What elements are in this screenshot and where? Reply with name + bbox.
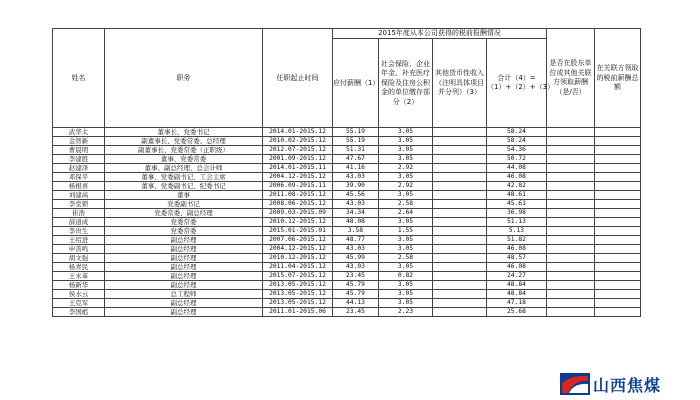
cell-term: 2004.12-2015.12 [263, 245, 333, 254]
table-row [53, 218, 641, 227]
cell-related-amount [595, 155, 641, 164]
header-insurance: 社会保险、企业年金、补充医疗保险及住房公积金的单位缴存部分（2） [379, 39, 433, 128]
cell-related-flag [547, 200, 595, 209]
cell-name: 赵建泽 [53, 164, 105, 173]
cell-related-flag [547, 308, 595, 317]
table-row [53, 173, 641, 182]
cell-name: 曹晨明 [53, 146, 105, 155]
company-logo [560, 372, 692, 396]
cell-other [433, 254, 487, 263]
cell-term: 2011.01-2015.06 [263, 308, 333, 317]
cell-term: 2004.12-2015.12 [263, 173, 333, 182]
cell-payable: 48.08 [333, 218, 379, 227]
cell-name: 薛道成 [53, 218, 105, 227]
cell-related-flag [547, 173, 595, 182]
cell-other [433, 164, 487, 173]
cell-name: 侯水云 [53, 290, 105, 299]
cell-name: 申善鸣 [53, 245, 105, 254]
cell-other [433, 200, 487, 209]
cell-payable: 51.31 [333, 146, 379, 155]
cell-name: 邓保平 [53, 173, 105, 182]
cell-payable: 48.77 [333, 236, 379, 245]
cell-other [433, 209, 487, 218]
table-row [53, 209, 641, 218]
cell-term: 2007.06-2015.12 [263, 236, 333, 245]
header-other: 其他货币性收入（注明具体项目并分列）（3） [433, 39, 487, 128]
cell-other [433, 281, 487, 290]
cell-total: 48.84 [487, 290, 547, 299]
cell-payable: 34.34 [333, 209, 379, 218]
cell-name: 崔浩 [53, 209, 105, 218]
cell-insurance: 3.05 [379, 281, 433, 290]
cell-payable: 43.03 [333, 200, 379, 209]
cell-insurance: 3.05 [379, 299, 433, 308]
cell-related-flag [547, 290, 595, 299]
header-term: 任职起止时间 [263, 29, 333, 128]
cell-related-amount [595, 173, 641, 182]
cell-insurance: 2.92 [379, 182, 433, 191]
cell-related-amount [595, 146, 641, 155]
cell-related-flag [547, 128, 595, 137]
cell-position: 党委常委 [105, 227, 263, 236]
table-row [53, 137, 641, 146]
cell-related-flag [547, 146, 595, 155]
cell-other [433, 155, 487, 164]
cell-payable: 47.67 [333, 155, 379, 164]
cell-related-amount [595, 281, 641, 290]
cell-name: 王永革 [53, 272, 105, 281]
cell-payable: 43.03 [333, 245, 379, 254]
cell-name: 李国彪 [53, 308, 105, 317]
cell-payable: 43.03 [333, 173, 379, 182]
cell-total: 58.24 [487, 137, 547, 146]
cell-total: 45.61 [487, 200, 547, 209]
table-row [53, 272, 641, 281]
cell-total: 47.18 [487, 299, 547, 308]
cell-insurance: 3.05 [379, 146, 433, 155]
cell-term: 2014.01-2015.12 [263, 128, 333, 137]
cell-insurance: 3.05 [379, 218, 433, 227]
cell-term: 2015.07-2015.12 [263, 272, 333, 281]
table-row [53, 281, 641, 290]
cell-term: 2010.12-2015.12 [263, 254, 333, 263]
cell-position: 副总经理 [105, 245, 263, 254]
cell-other [433, 263, 487, 272]
cell-payable: 41.16 [333, 164, 379, 173]
cell-insurance: 0.82 [379, 272, 433, 281]
cell-insurance: 3.05 [379, 245, 433, 254]
cell-term: 2013.05-2015.12 [263, 299, 333, 308]
cell-related-amount [595, 200, 641, 209]
cell-other [433, 245, 487, 254]
cell-position: 董事 [105, 191, 263, 200]
cell-term: 2008.06-2015.12 [263, 200, 333, 209]
cell-other [433, 128, 487, 137]
header-related-flag: 是否在股东单位或其他关联方领取薪酬（是/否） [547, 29, 595, 128]
cell-total: 48.57 [487, 254, 547, 263]
cell-position: 副总经理 [105, 236, 263, 245]
header-position: 职务 [105, 29, 263, 128]
cell-position: 董事、党委常委 [105, 155, 263, 164]
cell-other [433, 236, 487, 245]
table-row [53, 191, 641, 200]
cell-related-amount [595, 263, 641, 272]
cell-insurance: 3.05 [379, 236, 433, 245]
compensation-table [52, 28, 641, 317]
table-row [53, 263, 641, 272]
cell-related-flag [547, 254, 595, 263]
cell-name: 李贵生 [53, 227, 105, 236]
cell-other [433, 191, 487, 200]
cell-position: 董事长、党委书记 [105, 128, 263, 137]
cell-name: 武华太 [53, 128, 105, 137]
cell-term: 2006.09-2015.11 [263, 182, 333, 191]
cell-total: 48.61 [487, 191, 547, 200]
cell-total: 46.08 [487, 263, 547, 272]
cell-position: 副总经理 [105, 281, 263, 290]
cell-related-amount [595, 209, 641, 218]
cell-total: 51.82 [487, 236, 547, 245]
cell-position: 董事、党委副书记、纪委书记 [105, 182, 263, 191]
cell-name: 杨青民 [53, 263, 105, 272]
cell-total: 5.13 [487, 227, 547, 236]
table-row [53, 245, 641, 254]
cell-related-flag [547, 281, 595, 290]
cell-name: 杨新华 [53, 281, 105, 290]
cell-other [433, 146, 487, 155]
cell-payable: 23.45 [333, 272, 379, 281]
cell-insurance: 3.05 [379, 290, 433, 299]
cell-related-amount [595, 191, 641, 200]
cell-related-flag [547, 299, 595, 308]
cell-related-flag [547, 263, 595, 272]
cell-term: 2014.01-2015.11 [263, 164, 333, 173]
cell-related-amount [595, 308, 641, 317]
cell-insurance: 2.58 [379, 200, 433, 209]
cell-position: 副总经理 [105, 254, 263, 263]
cell-related-flag [547, 155, 595, 164]
cell-name: 胡文强 [53, 254, 105, 263]
cell-insurance: 3.05 [379, 191, 433, 200]
cell-related-amount [595, 245, 641, 254]
cell-related-flag [547, 182, 595, 191]
cell-other [433, 218, 487, 227]
cell-related-flag [547, 272, 595, 281]
cell-payable: 23.45 [333, 308, 379, 317]
cell-payable: 45.99 [333, 254, 379, 263]
cell-term: 2013.05-2015.12 [263, 281, 333, 290]
cell-related-amount [595, 227, 641, 236]
cell-other [433, 299, 487, 308]
table-row [53, 128, 641, 137]
table-row [53, 236, 641, 245]
cell-insurance: 3.05 [379, 155, 433, 164]
cell-other [433, 173, 487, 182]
table-body [53, 128, 641, 317]
cell-payable: 45.79 [333, 290, 379, 299]
cell-related-flag [547, 218, 595, 227]
cell-other [433, 227, 487, 236]
cell-total: 24.27 [487, 272, 547, 281]
table-row [53, 146, 641, 155]
cell-total: 25.68 [487, 308, 547, 317]
cell-related-flag [547, 137, 595, 146]
header-group-title: 2015年度从本公司获得的税前报酬情况 [333, 29, 547, 39]
cell-related-flag [547, 191, 595, 200]
cell-insurance: 1.55 [379, 227, 433, 236]
cell-payable: 44.13 [333, 299, 379, 308]
cell-total: 48.84 [487, 281, 547, 290]
cell-insurance: 3.05 [379, 173, 433, 182]
table-row [53, 200, 641, 209]
cell-term: 2001.09-2015.12 [263, 155, 333, 164]
cell-position: 党委常委 [105, 218, 263, 227]
cell-insurance: 2.92 [379, 164, 433, 173]
table-row [53, 182, 641, 191]
cell-related-amount [595, 290, 641, 299]
cell-insurance: 2.58 [379, 254, 433, 263]
cell-payable: 45.56 [333, 191, 379, 200]
cell-related-amount [595, 254, 641, 263]
cell-payable: 55.19 [333, 128, 379, 137]
cell-total: 46.08 [487, 245, 547, 254]
cell-related-amount [595, 182, 641, 191]
cell-term: 2011.04-2015.12 [263, 263, 333, 272]
cell-insurance: 2.23 [379, 308, 433, 317]
cell-related-amount [595, 128, 641, 137]
cell-other [433, 290, 487, 299]
cell-total: 54.36 [487, 146, 547, 155]
cell-related-flag [547, 236, 595, 245]
cell-position: 总工程师 [105, 290, 263, 299]
cell-name: 李堂锁 [53, 200, 105, 209]
cell-other [433, 137, 487, 146]
cell-term: 2013.05-2015.12 [263, 290, 333, 299]
table-row [53, 155, 641, 164]
cell-payable: 43.03 [333, 263, 379, 272]
cell-payable: 55.19 [333, 137, 379, 146]
cell-insurance: 3.05 [379, 128, 433, 137]
cell-name: 王绍进 [53, 236, 105, 245]
cell-position: 党委常委、副总经理 [105, 209, 263, 218]
table-row [53, 254, 641, 263]
cell-name: 李建胜 [53, 155, 105, 164]
cell-related-flag [547, 245, 595, 254]
cell-term: 2015.01-2015.01 [263, 227, 333, 236]
cell-position: 副董事长、党委常委、总经理 [105, 137, 263, 146]
cell-related-amount [595, 137, 641, 146]
logo-text: 山西焦煤 [593, 375, 662, 395]
cell-name: 刘建高 [53, 191, 105, 200]
cell-term: 2012.07-2015.12 [263, 146, 333, 155]
cell-payable: 45.79 [333, 281, 379, 290]
cell-insurance: 2.64 [379, 209, 433, 218]
cell-insurance: 3.05 [379, 137, 433, 146]
cell-position: 副董事长、党委常委（正职级） [105, 146, 263, 155]
cell-total: 42.82 [487, 182, 547, 191]
cell-related-flag [547, 164, 595, 173]
logo-mark-icon [560, 373, 590, 395]
cell-total: 50.72 [487, 155, 547, 164]
cell-total: 58.24 [487, 128, 547, 137]
cell-position: 副总经理 [105, 272, 263, 281]
cell-related-amount [595, 218, 641, 227]
cell-total: 51.13 [487, 218, 547, 227]
table-row [53, 227, 641, 236]
header-total: 合计（4）=（1）+（2）+（3） [487, 39, 547, 128]
header-payable: 应付薪酬（1） [333, 39, 379, 128]
cell-position: 党委副书记 [105, 200, 263, 209]
cell-related-flag [547, 227, 595, 236]
cell-term: 2010.12-2015.12 [263, 218, 333, 227]
cell-other [433, 308, 487, 317]
cell-related-flag [547, 209, 595, 218]
table-row [53, 164, 641, 173]
cell-position: 副总经理 [105, 263, 263, 272]
cell-payable: 3.58 [333, 227, 379, 236]
table-row [53, 308, 641, 317]
cell-related-amount [595, 236, 641, 245]
cell-total: 44.08 [487, 164, 547, 173]
cell-related-amount [595, 299, 641, 308]
cell-position: 董事、党委副书记、工会主席 [105, 173, 263, 182]
cell-name: 金智新 [53, 137, 105, 146]
cell-total: 46.08 [487, 173, 547, 182]
cell-other [433, 182, 487, 191]
cell-total: 36.98 [487, 209, 547, 218]
cell-position: 副总经理 [105, 308, 263, 317]
cell-payable: 39.90 [333, 182, 379, 191]
cell-name: 王克军 [53, 299, 105, 308]
header-related-amount: 在关联方领取的税前薪酬总额 [595, 29, 641, 128]
cell-other [433, 272, 487, 281]
table-row [53, 290, 641, 299]
cell-insurance: 3.05 [379, 263, 433, 272]
cell-name: 杨根喜 [53, 182, 105, 191]
cell-position: 副总经理 [105, 299, 263, 308]
cell-term: 2011.08-2015.12 [263, 191, 333, 200]
cell-position: 董事、副总经理、总会计师 [105, 164, 263, 173]
cell-related-amount [595, 164, 641, 173]
table-row [53, 299, 641, 308]
cell-related-amount [595, 272, 641, 281]
cell-term: 2010.02-2015.12 [263, 137, 333, 146]
header-name: 姓名 [53, 29, 105, 128]
cell-term: 2009.03-2015.09 [263, 209, 333, 218]
